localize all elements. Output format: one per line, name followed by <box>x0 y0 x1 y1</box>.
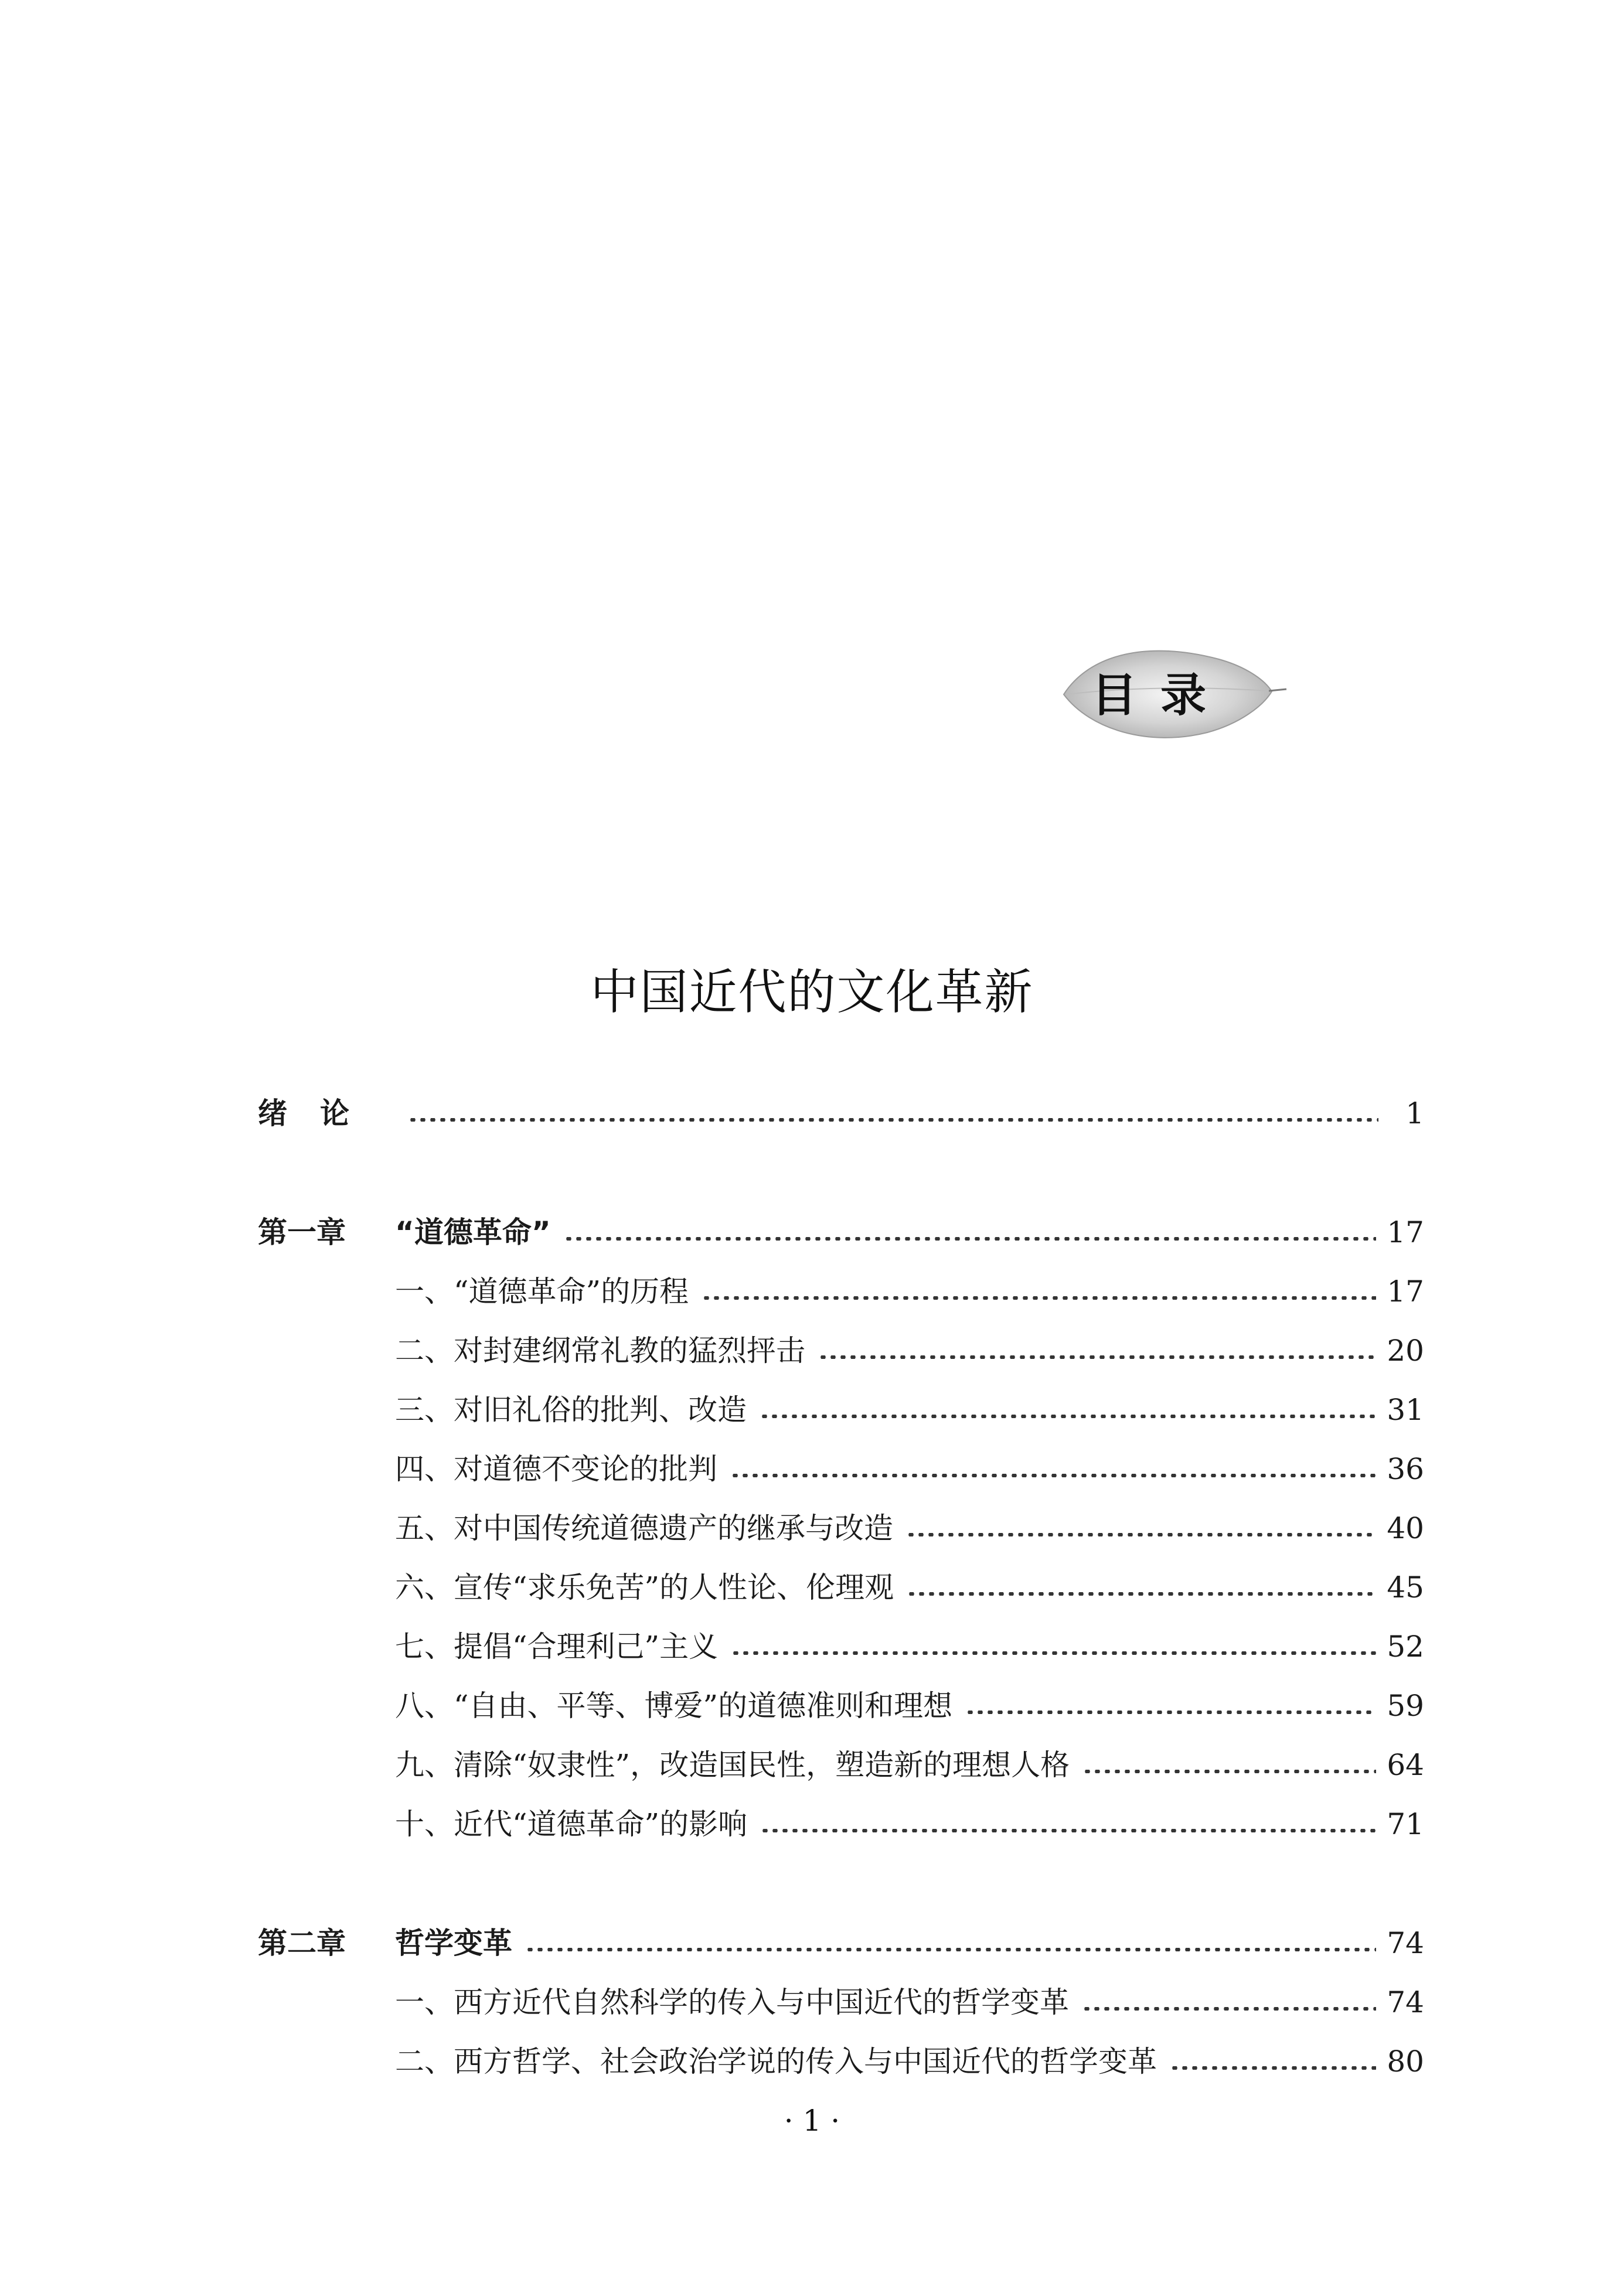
toc-entry-section[interactable] <box>258 1623 1424 1670</box>
toc-entry-section[interactable] <box>258 1505 1424 1552</box>
chapter-title: 哲学变革 <box>395 1926 512 1960</box>
page-number: 17 <box>1387 1215 1424 1249</box>
section-title: 五、对中国传统道德遗产的继承与改造 <box>395 1511 893 1545</box>
dot-leader <box>408 1118 1378 1122</box>
section-title: 二、对封建纲常礼教的猛烈抨击 <box>395 1334 805 1368</box>
dot-leader <box>906 1533 1376 1536</box>
dot-leader <box>525 1948 1376 1951</box>
preface-label: 绪论 <box>258 1096 382 1130</box>
page-number: 17 <box>1387 1275 1424 1309</box>
page-number: 64 <box>1387 1748 1424 1782</box>
chapter-number: 第二章 <box>258 1926 346 1960</box>
section-title: 一、“道德革命”的历程 <box>395 1275 689 1309</box>
dot-leader <box>760 1415 1376 1418</box>
dot-leader <box>818 1355 1376 1359</box>
book-title: 中国近代的文化革新 <box>590 965 1034 1020</box>
toc-entry-section[interactable] <box>258 1386 1424 1433</box>
dot-leader <box>1170 2066 1376 2070</box>
section-title: 三、对旧礼俗的批判、改造 <box>395 1393 747 1427</box>
toc-entry-section[interactable] <box>258 1742 1424 1788</box>
page-number: 45 <box>1387 1570 1424 1604</box>
toc-entry-chapter-2[interactable] <box>258 1920 1424 1967</box>
dot-leader <box>730 1474 1376 1477</box>
page-number: 40 <box>1387 1511 1424 1545</box>
section-title: 二、西方哲学、社会政治学说的传入与中国近代的哲学变革 <box>395 2045 1157 2079</box>
page-number: 71 <box>1387 1807 1424 1841</box>
section-title: 六、宣传“求乐免苦”的人性论、伦理观 <box>395 1570 894 1604</box>
dot-leader <box>760 1829 1376 1832</box>
page-number: 20 <box>1387 1334 1424 1368</box>
toc-entry-section[interactable] <box>258 1268 1424 1315</box>
toc-entry-chapter-1[interactable] <box>258 1209 1424 1256</box>
toc-entry-section[interactable] <box>258 1327 1424 1374</box>
chapter-number: 第一章 <box>258 1215 346 1249</box>
page-number: 52 <box>1387 1630 1424 1664</box>
contents-title: 目录 <box>1091 669 1230 722</box>
section-title: 七、提倡“合理利己”主义 <box>395 1630 719 1664</box>
dot-leader <box>1082 2007 1376 2011</box>
page-number: 80 <box>1387 2045 1424 2079</box>
toc-entry-section[interactable] <box>258 1801 1424 1848</box>
dot-leader <box>965 1711 1376 1714</box>
section-title: 九、清除“奴隶性”，改造国民性，塑造新的理想人格 <box>395 1748 1070 1782</box>
page-number: 74 <box>1387 1985 1424 2019</box>
toc-entry-section[interactable] <box>258 1446 1424 1493</box>
page-footer-number: · 1 · <box>784 2104 840 2138</box>
page-number: 59 <box>1387 1689 1424 1723</box>
page-number: 74 <box>1387 1926 1424 1960</box>
toc-entry-section[interactable] <box>258 1979 1424 2026</box>
toc-entry-preface[interactable] <box>258 1090 1424 1137</box>
page-number: 31 <box>1387 1393 1424 1427</box>
section-title: 一、西方近代自然科学的传入与中国近代的哲学变革 <box>395 1985 1069 2019</box>
toc-entry-section[interactable] <box>258 1564 1424 1611</box>
dot-leader <box>907 1592 1376 1596</box>
toc-entry-section[interactable] <box>258 2038 1424 2085</box>
section-title: 十、近代“道德革命”的影响 <box>395 1807 748 1841</box>
page-number: 1 <box>1405 1096 1424 1130</box>
contents-heading-leaf <box>1043 618 1289 765</box>
dot-leader <box>564 1237 1377 1241</box>
dot-leader <box>1082 1770 1376 1773</box>
page-number: 36 <box>1387 1452 1424 1486</box>
dot-leader <box>731 1651 1376 1655</box>
chapter-title: “道德革命” <box>395 1215 551 1249</box>
toc-entry-section[interactable] <box>258 1682 1424 1729</box>
section-title: 四、对道德不变论的批判 <box>395 1452 717 1486</box>
dot-leader <box>702 1296 1376 1300</box>
section-title: 八、“自由、平等、博爱”的道德准则和理想 <box>395 1689 953 1723</box>
